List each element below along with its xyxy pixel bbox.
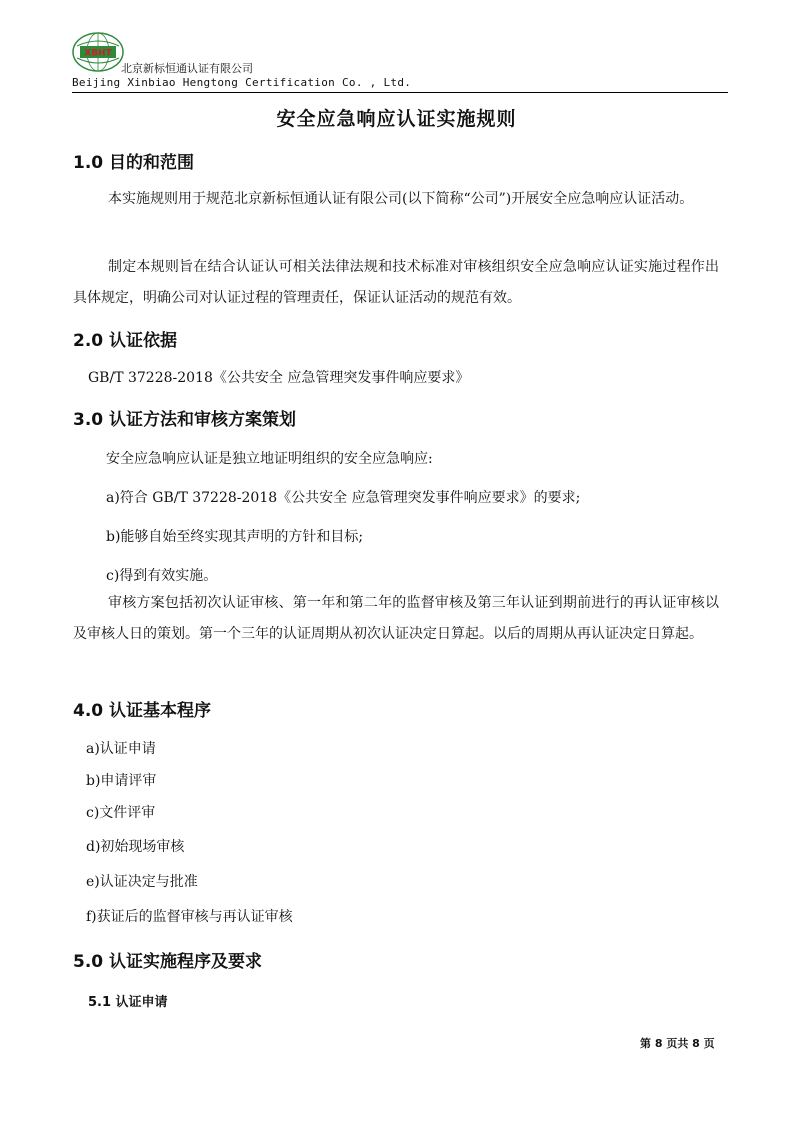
- section-4-heading: 4.0 认证基本程序: [73, 701, 212, 721]
- section-2-standard: GB/T 37228-2018《公共安全 应急管理突发事件响应要求》: [88, 370, 470, 386]
- logo-text: XBHT: [84, 48, 112, 59]
- company-logo: [72, 32, 124, 72]
- section-4-item-b: b)申请评审: [86, 773, 157, 789]
- section-1-heading: 1.0 目的和范围: [73, 153, 195, 173]
- section-4-item-d: d)初始现场审核: [86, 839, 185, 855]
- header-divider: [72, 92, 728, 93]
- section-4-item-f: f)获证后的监督审核与再认证审核: [86, 909, 293, 925]
- section-4-item-a: a)认证申请: [86, 741, 156, 757]
- document-title: 安全应急响应认证实施规则: [276, 108, 517, 130]
- section-3-item-b: b)能够自始至终实现其声明的方针和目标;: [106, 529, 364, 545]
- section-4-item-e: e)认证决定与批准: [86, 874, 198, 890]
- section-3-intro: 安全应急响应认证是独立地证明组织的安全应急响应:: [106, 451, 433, 467]
- company-name-cn: 北京新标恒通认证有限公司: [121, 62, 253, 75]
- section-5-heading: 5.0 认证实施程序及要求: [73, 952, 263, 972]
- company-name-en: Beijing Xinbiao Hengtong Certification Co. , Ltd.: [72, 76, 412, 89]
- section-3-heading: 3.0 认证方法和审核方案策划: [73, 410, 297, 430]
- section-1-paragraph-1: 本实施规则用于规范北京新标恒通认证有限公司(以下简称“公司”)开展安全应急响应认证活动。: [108, 191, 694, 207]
- section-1-paragraph-2: 制定本规则旨在结合认证认可相关法律法规和技术标准对审核组织安全应急响应认证实施过程作出具体规定，明确公司对认证过程的管理责任，保证认证活动的规范有效。: [73, 259, 719, 306]
- section-2-heading: 2.0 认证依据: [73, 331, 178, 351]
- section-4-item-c: c)文件评审: [86, 805, 156, 821]
- section-3-paragraph: 审核方案包括初次认证审核、第一年和第二年的监督审核及第三年认证到期前进行的再认证审核以及审核人日的策划。第一个三年的认证周期从初次认证决定日算起。以后的周期从再认证决定日算起。: [73, 595, 719, 642]
- section-3-item-a: a)符合 GB/T 37228-2018《公共安全 应急管理突发事件响应要求》的要求;: [106, 490, 581, 506]
- page-number: 第 8 页共 8 页: [640, 1037, 715, 1050]
- section-5-1-heading: 5.1 认证申请: [88, 995, 168, 1010]
- section-3-item-c: c)得到有效实施。: [106, 568, 218, 584]
